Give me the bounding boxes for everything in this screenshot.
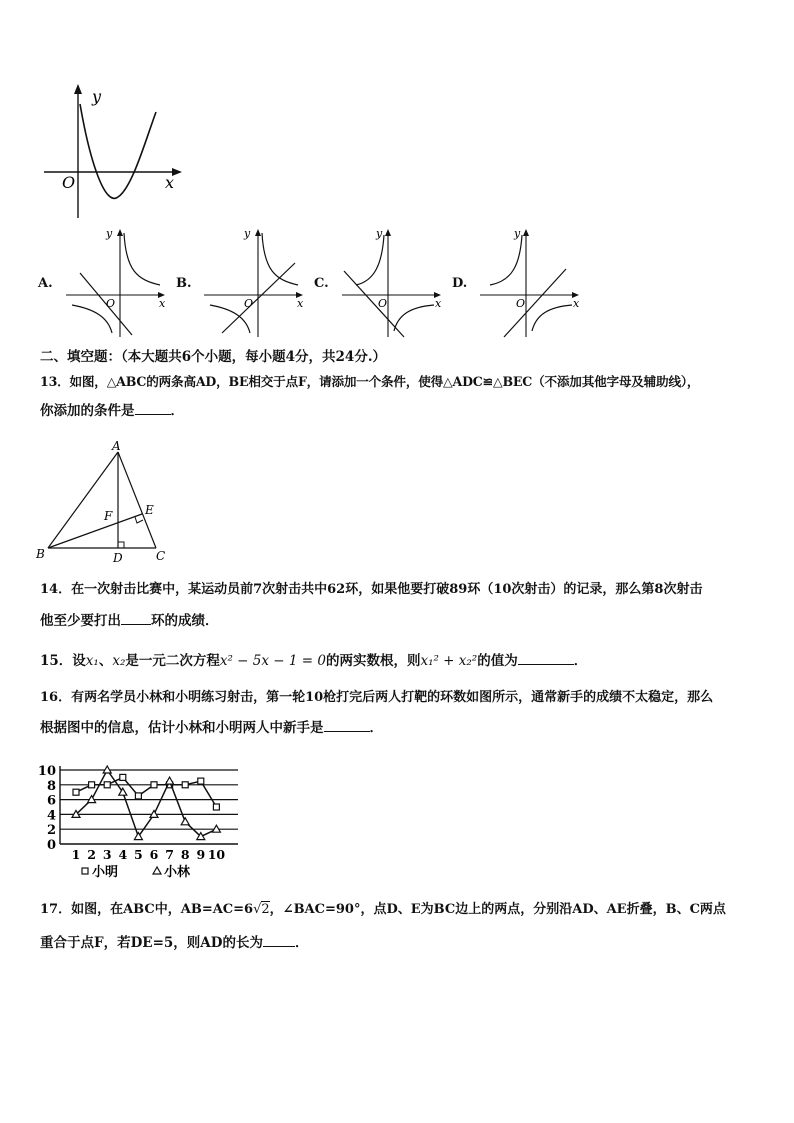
q15-mid2: 的两实数根，则: [325, 653, 421, 669]
x-tick-label: 8: [180, 847, 190, 862]
option-c-label[interactable]: C.: [314, 276, 329, 291]
q13-answer-blank[interactable]: [135, 400, 171, 415]
option-a-label[interactable]: A.: [38, 276, 53, 291]
q12-parabola-graph: [40, 82, 190, 222]
q15-equation: x² − 5x − 1 = 0: [219, 653, 326, 669]
option-c-y: y: [376, 227, 383, 240]
option-d-x: x: [573, 297, 580, 310]
q14-answer-blank[interactable]: [121, 610, 151, 625]
legend-square-icon: [82, 868, 88, 874]
data-point-triangle: [166, 777, 174, 784]
x-tick-label: 1: [71, 847, 81, 862]
q15-answer-blank[interactable]: [518, 650, 574, 665]
question-16: [40, 688, 758, 738]
q16-line-1: 16．有两名学员小林和小明练习射击，第一轮10枪打完后两人打靶的环数如图所示，通常新手的成绩不太稳定，那么: [40, 690, 714, 705]
q12-y-label: y: [92, 87, 102, 106]
data-point-square: [213, 804, 219, 810]
q14-line-2b: 环的成绩．: [151, 613, 219, 629]
legend-label-xiaolin: 小林: [164, 865, 191, 880]
q15-sep: 、: [98, 653, 113, 669]
option-b-graph[interactable]: [200, 225, 310, 340]
x-tick-label: 6: [149, 847, 159, 862]
q12-origin: O: [62, 173, 76, 192]
q13-point-f: F: [104, 509, 113, 523]
option-a-y: y: [106, 227, 113, 240]
q12-x-label: x: [165, 173, 175, 192]
y-tick-label: 2: [46, 823, 56, 839]
option-a-x: x: [159, 297, 166, 310]
y-tick-label: 4: [46, 808, 56, 824]
data-point-square: [182, 782, 188, 788]
legend-label-xiaoming: 小明: [92, 865, 119, 880]
q16-score-chart: [37, 756, 250, 888]
option-d-o: O: [516, 297, 526, 310]
option-d-graph[interactable]: [476, 225, 586, 340]
q17-end: ．: [294, 935, 309, 951]
q13-line-2: 你添加的条件是: [40, 403, 135, 419]
question-14: [40, 580, 758, 631]
data-point-square: [89, 782, 95, 788]
data-point-square: [135, 793, 141, 799]
q17-line-2: 重合于点F，若DE=5，则AD的长为: [40, 935, 263, 951]
q15-x1: x₁: [85, 653, 99, 669]
q13-end: ．: [170, 403, 184, 419]
option-b-y: y: [244, 227, 251, 240]
data-point-triangle: [181, 818, 189, 825]
section-2-title: 二、填空题：（本大题共6个小题，每小题4分，共24分.）: [40, 349, 387, 365]
q16-end: ．: [369, 720, 383, 736]
data-point-square: [120, 774, 126, 780]
option-a-graph[interactable]: [62, 225, 172, 340]
option-b-o: O: [244, 297, 254, 310]
q15-suffix: 的值为: [477, 653, 518, 669]
option-d-label[interactable]: D.: [452, 276, 468, 291]
x-tick-label: 9: [196, 847, 206, 862]
q13-triangle-figure: [34, 438, 174, 566]
series-line-xiaoming: [76, 777, 216, 807]
x-tick-label: 7: [165, 847, 174, 862]
legend-triangle-icon: [153, 867, 161, 874]
q13-point-d: D: [113, 551, 123, 565]
q13-point-a: A: [112, 439, 121, 453]
data-point-square: [198, 778, 204, 784]
x-tick-label: 3: [102, 847, 112, 862]
option-d-y: y: [514, 227, 521, 240]
q17-line-1b: ，∠BAC=90°，点D、E为BC边上的两点，分别沿AD、AE折叠，B、C两点: [269, 902, 726, 917]
q15-end: ．: [573, 653, 588, 669]
question-17: [40, 900, 758, 953]
data-point-square: [104, 782, 110, 788]
series-line-xiaolin: [76, 770, 216, 837]
x-tick-label: 2: [87, 847, 96, 862]
data-point-square: [151, 782, 157, 788]
option-b-label[interactable]: B.: [176, 276, 192, 291]
question-13: [40, 372, 758, 421]
question-15: [40, 650, 758, 671]
q17-answer-blank[interactable]: [263, 932, 295, 947]
option-b-x: x: [297, 297, 304, 310]
q13-point-e: E: [145, 503, 154, 517]
q15-x2: x₂: [112, 653, 126, 669]
y-tick-label: 6: [46, 793, 56, 809]
q15-expression: x₁² + x₂²: [420, 653, 478, 669]
q14-line-1: 14．在一次射击比赛中，某运动员前7次射击共中62环，如果他要打破89环（10次射击）的记录，那么第8次射击: [40, 582, 703, 597]
x-tick-label: 4: [118, 847, 128, 862]
x-tick-label: 10: [207, 847, 226, 862]
y-tick-label: 8: [46, 778, 56, 794]
q13-point-c: C: [156, 549, 166, 563]
option-c-o: O: [378, 297, 388, 310]
q17-line-1a: 17．如图，在ABC中，AB=AC=6: [40, 902, 254, 917]
option-c-x: x: [435, 297, 442, 310]
q13-point-b: B: [36, 547, 45, 561]
q16-line-2: 根据图中的信息，估计小林和小明两人中新手是: [40, 720, 324, 736]
q13-line-1: 13．如图，△ABC的两条高AD，BE相交于点F，请添加一个条件，使得△ADC≌△BEC（不添加其他字母及辅助线），: [40, 374, 700, 389]
option-a-o: O: [106, 297, 116, 310]
q17-sqrt: √2: [253, 902, 270, 917]
x-tick-label: 5: [134, 847, 143, 862]
q14-line-2a: 他至少要打出: [40, 613, 121, 629]
y-tick-label: 0: [46, 838, 56, 853]
q15-mid: 是一元二次方程: [125, 653, 220, 669]
y-tick-label: 10: [37, 764, 56, 779]
q16-answer-blank[interactable]: [324, 717, 370, 732]
option-c-graph[interactable]: [338, 225, 448, 340]
data-point-square: [73, 789, 79, 795]
q15-prefix: 15．设: [40, 653, 86, 669]
